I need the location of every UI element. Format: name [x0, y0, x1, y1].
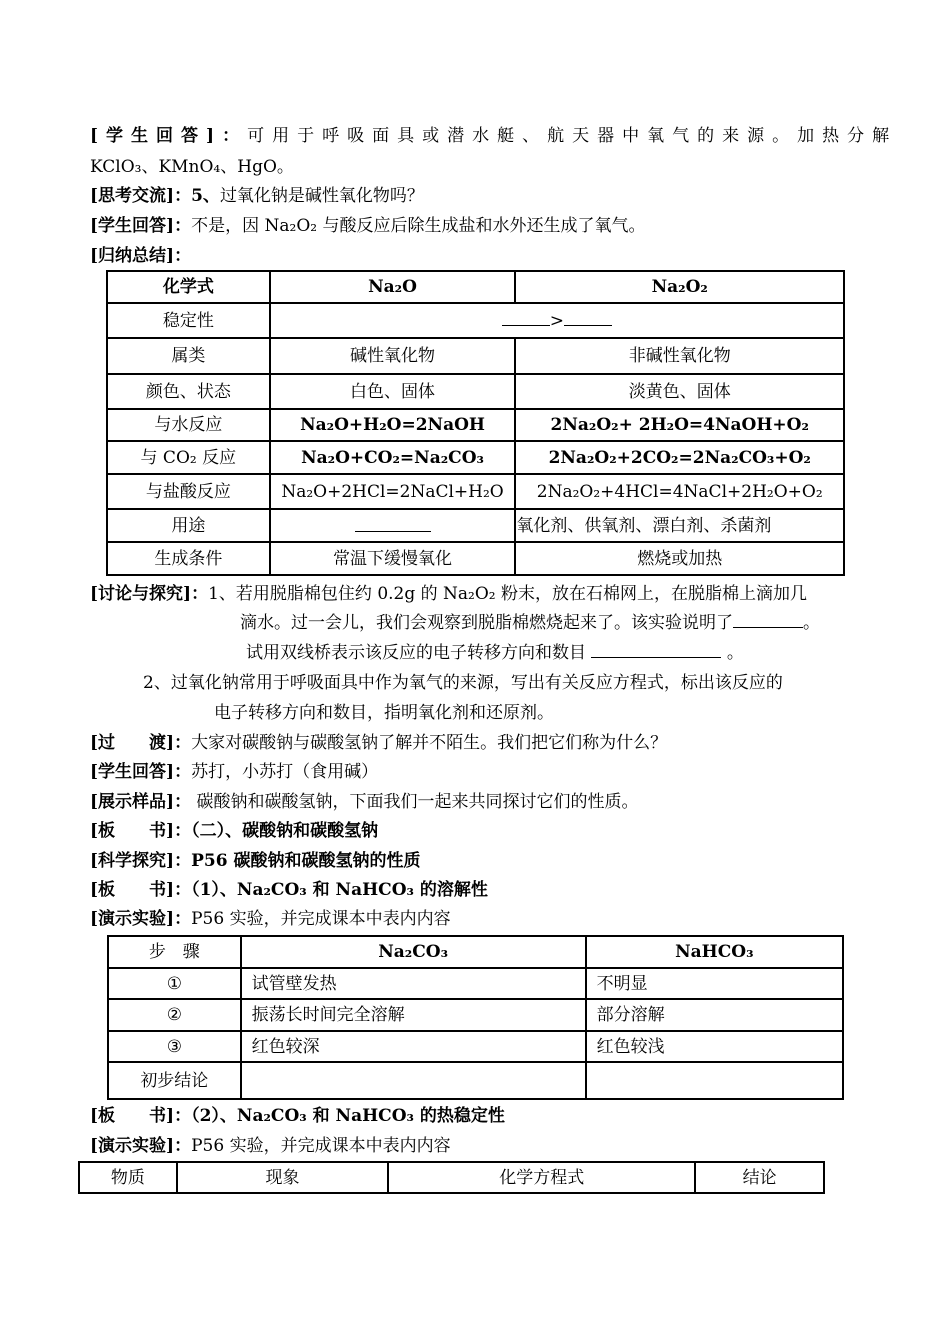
- number: 5、: [191, 186, 220, 206]
- comparison-table: [106, 270, 845, 576]
- cell: 燃烧或加热: [515, 542, 844, 575]
- tag: [演示实验]：: [90, 909, 192, 929]
- summary-heading: [归纳总结]：: [90, 246, 192, 266]
- compare-sign: >: [549, 310, 564, 331]
- row-label: 稳定性: [107, 303, 270, 338]
- cell: [270, 509, 516, 542]
- tag: [展示样品]：: [90, 792, 192, 812]
- transition: [90, 732, 667, 754]
- text: （二）、碳酸钠和碳酸氢钠: [191, 821, 379, 841]
- header-cell: NaHCO₃: [586, 936, 843, 968]
- table-row: [108, 999, 843, 1031]
- blank-field[interactable]: [564, 311, 612, 326]
- cell: 不明显: [586, 968, 843, 999]
- tag: [讨论与探究]：: [90, 584, 209, 604]
- text: 试用双线桥表示该反应的电子转移方向和数目: [246, 643, 586, 663]
- tag: [板 书]：: [90, 821, 192, 841]
- row-label: ②: [108, 999, 241, 1031]
- blank-field[interactable]: [502, 311, 550, 326]
- text: （2）、Na₂CO₃ 和 NaHCO₃ 的热稳定性: [191, 1106, 505, 1126]
- discussion-line-4: 2、过氧化钠常用于呼吸面具中作为氧气的来源，写出有关反应方程式，标出该反应的: [143, 673, 783, 693]
- header-cell: Na₂O₂: [515, 271, 844, 303]
- cell: 振荡长时间完全溶解: [241, 999, 586, 1031]
- student-answer-1-cont: KClO₃、KMnO₄、HgO。: [90, 157, 294, 177]
- row-label: 与水反应: [107, 409, 270, 441]
- text: P56 实验，并完成课本中表内内容: [191, 909, 451, 929]
- text: 滴水。过一会儿，我们会观察到脱脂棉燃烧起来了。该实验说明了: [240, 613, 733, 633]
- cell: 非碱性氧化物: [515, 338, 844, 374]
- student-answer-3: [90, 761, 378, 783]
- header-cell: Na₂O: [270, 271, 516, 303]
- row-label: ③: [108, 1031, 241, 1062]
- header-cell: Na₂CO₃: [241, 936, 586, 968]
- table-row: [107, 374, 844, 409]
- show-samples: [90, 791, 639, 813]
- tag: [过 渡]：: [90, 733, 192, 753]
- header-cell: 化学方程式: [388, 1162, 695, 1193]
- text: P56 碳酸钠和碳酸氢钠的性质: [191, 851, 421, 871]
- cell: 红色较深: [241, 1031, 586, 1062]
- table-header: [79, 1162, 824, 1193]
- row-label: 与盐酸反应: [107, 474, 270, 509]
- table-row: [107, 338, 844, 374]
- table-row: [107, 303, 844, 338]
- tag: [板 书]：: [90, 1106, 192, 1126]
- student-answer-2: [90, 215, 645, 237]
- row-label: 初步结论: [108, 1062, 241, 1099]
- blank-field[interactable]: [591, 643, 721, 658]
- row-label: ①: [108, 968, 241, 999]
- board-1: [90, 820, 378, 842]
- cell[interactable]: [241, 1062, 586, 1099]
- text: 。: [726, 643, 744, 663]
- text: （1）、Na₂CO₃ 和 NaHCO₃ 的溶解性: [191, 880, 488, 900]
- tag: [学生回答]：: [90, 216, 192, 236]
- solubility-table: [107, 935, 844, 1100]
- cell: Na₂O+H₂O=2NaOH: [270, 409, 516, 441]
- tag: [科学探究]：: [90, 851, 192, 871]
- cell: 氧化剂、供氧剂、漂白剂、杀菌剂: [515, 509, 844, 542]
- science-explore: [90, 850, 420, 872]
- cell: 2Na₂O₂+4HCl=4NaCl+2H₂O+O₂: [515, 474, 844, 509]
- header-cell: 化学式: [107, 271, 270, 303]
- table-row: [107, 409, 844, 441]
- table-row: [107, 509, 844, 542]
- thermal-stability-table: [78, 1161, 825, 1194]
- board-3: [90, 1105, 505, 1127]
- cell: 淡黄色、固体: [515, 374, 844, 409]
- board-2: [90, 879, 488, 901]
- demo-experiment-2: [90, 1135, 451, 1157]
- cell: 常温下缓慢氧化: [270, 542, 516, 575]
- cell: Na₂O+2HCl=2NaCl+H₂O: [270, 474, 516, 509]
- row-label: 颜色、状态: [107, 374, 270, 409]
- cell: 白色、固体: [270, 374, 516, 409]
- student-answer-1: [90, 125, 897, 147]
- cell: 试管壁发热: [241, 968, 586, 999]
- table-row: [108, 1031, 843, 1062]
- text: 。: [803, 613, 820, 633]
- discussion-line-2: [240, 612, 820, 634]
- cell: Na₂O+CO₂=Na₂CO₃: [270, 441, 516, 474]
- discussion-line-3: [246, 642, 744, 664]
- cell: 2Na₂O₂+2CO₂=2Na₂CO₃+O₂: [515, 441, 844, 474]
- tag: [演示实验]：: [90, 1136, 192, 1156]
- table-row: [107, 441, 844, 474]
- cell: 碱性氧化物: [270, 338, 516, 374]
- text: P56 实验，并完成课本中表内内容: [191, 1136, 451, 1156]
- table-row: [107, 474, 844, 509]
- header-cell: 步 骤: [108, 936, 241, 968]
- table-row: [107, 542, 844, 575]
- cell: 红色较浅: [586, 1031, 843, 1062]
- tag: [思考交流]：: [90, 186, 192, 206]
- text: 大家对碳酸钠与碳酸氢钠了解并不陌生。我们把它们称为什么？: [191, 733, 668, 753]
- row-label: 与 CO₂ 反应: [107, 441, 270, 474]
- tag: [学生回答]：: [90, 762, 192, 782]
- table-header: [107, 271, 844, 303]
- text: 1、若用脱脂棉包住约 0.2g 的 Na₂O₂ 粉末，放在石棉网上，在脱脂棉上滴加几: [208, 584, 808, 604]
- text: 过氧化钠是碱性氧化物吗？: [219, 186, 424, 206]
- blank-field[interactable]: [733, 613, 803, 628]
- cell: 部分溶解: [586, 999, 843, 1031]
- table-header: [108, 936, 843, 968]
- row-label: 用途: [107, 509, 270, 542]
- cell[interactable]: [586, 1062, 843, 1099]
- discussion-5: [90, 185, 424, 207]
- table-row: [108, 1062, 843, 1099]
- stability-cell: [270, 303, 844, 338]
- text: 苏打，小苏打（食用碱）: [191, 762, 379, 782]
- header-cell: 现象: [177, 1162, 388, 1193]
- header-cell: 物质: [79, 1162, 177, 1193]
- discussion-line-5: 电子转移方向和数目，指明氧化剂和还原剂。: [214, 703, 554, 723]
- dash-line: [355, 521, 431, 532]
- text: 碳酸钠和碳酸氢钠，下面我们一起来共同探讨它们的性质。: [196, 792, 639, 812]
- text: 不是，因 Na₂O₂ 与酸反应后除生成盐和水外还生成了氧气。: [191, 216, 646, 236]
- tag: [板 书]：: [90, 880, 192, 900]
- demo-experiment-1: [90, 908, 451, 930]
- header-cell: 结论: [695, 1162, 824, 1193]
- row-label: 生成条件: [107, 542, 270, 575]
- table-row: [108, 968, 843, 999]
- discussion-explore: [90, 583, 807, 605]
- text: 可用于呼吸面具或潜水艇、航天器中氧气的来源。加热分解: [247, 126, 898, 146]
- tag: [学生回答]：: [90, 126, 248, 146]
- row-label: 属类: [107, 338, 270, 374]
- cell: 2Na₂O₂+ 2H₂O=4NaOH+O₂: [515, 409, 844, 441]
